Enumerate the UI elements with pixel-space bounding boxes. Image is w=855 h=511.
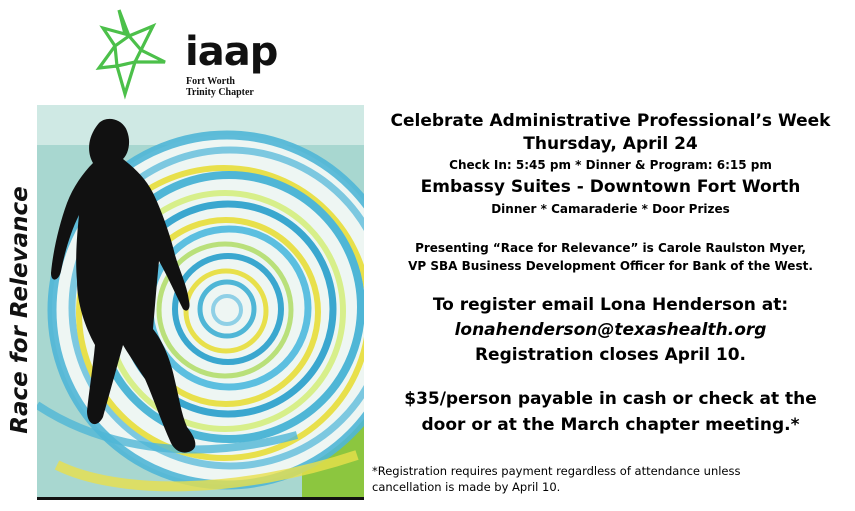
registration-deadline: Registration closes April 10.	[474, 345, 747, 365]
logo-wordmark: iaap	[185, 29, 278, 75]
presenter-line-1: Presenting “Race for Relevance” is Carole Raulston Myer,	[415, 241, 806, 255]
star-logo-icon	[95, 6, 175, 102]
footnote-line-1: *Registration requires payment regardless of attendance unless	[372, 464, 741, 478]
runner-artwork	[37, 105, 364, 500]
price-line-1: $35/person payable in cash or check at the	[404, 389, 817, 409]
register-email-link[interactable]: lonahenderson@texashealth.org	[454, 320, 767, 340]
event-highlights: Dinner * Camaraderie * Door Prizes	[491, 202, 730, 216]
logo-chapter-name	[186, 76, 254, 98]
registration-footnote	[372, 463, 842, 495]
vertical-event-title	[0, 165, 40, 455]
event-date: Thursday, April 24	[523, 134, 698, 154]
event-venue: Embassy Suites - Downtown Fort Worth	[420, 177, 801, 197]
vertical-title-text: Race for Relevance	[7, 186, 33, 434]
logo-chapter-line1: Fort Worth	[186, 76, 235, 87]
event-times: Check In: 5:45 pm * Dinner & Program: 6:15 pm	[449, 158, 772, 172]
event-title: Celebrate Administrative Professional’s Week	[390, 111, 831, 131]
event-details	[368, 110, 853, 438]
footnote-line-2: cancellation is made by April 10.	[372, 480, 561, 494]
presenter-line-2: VP SBA Business Development Officer for Bank of the West.	[408, 259, 813, 273]
iaap-logo	[95, 6, 278, 102]
register-instruction: To register email Lona Henderson at:	[432, 295, 789, 315]
logo-chapter-line2: Trinity Chapter	[186, 87, 254, 98]
runner-swirl-image	[37, 105, 364, 500]
price-line-2: door or at the March chapter meeting.*	[421, 415, 800, 435]
